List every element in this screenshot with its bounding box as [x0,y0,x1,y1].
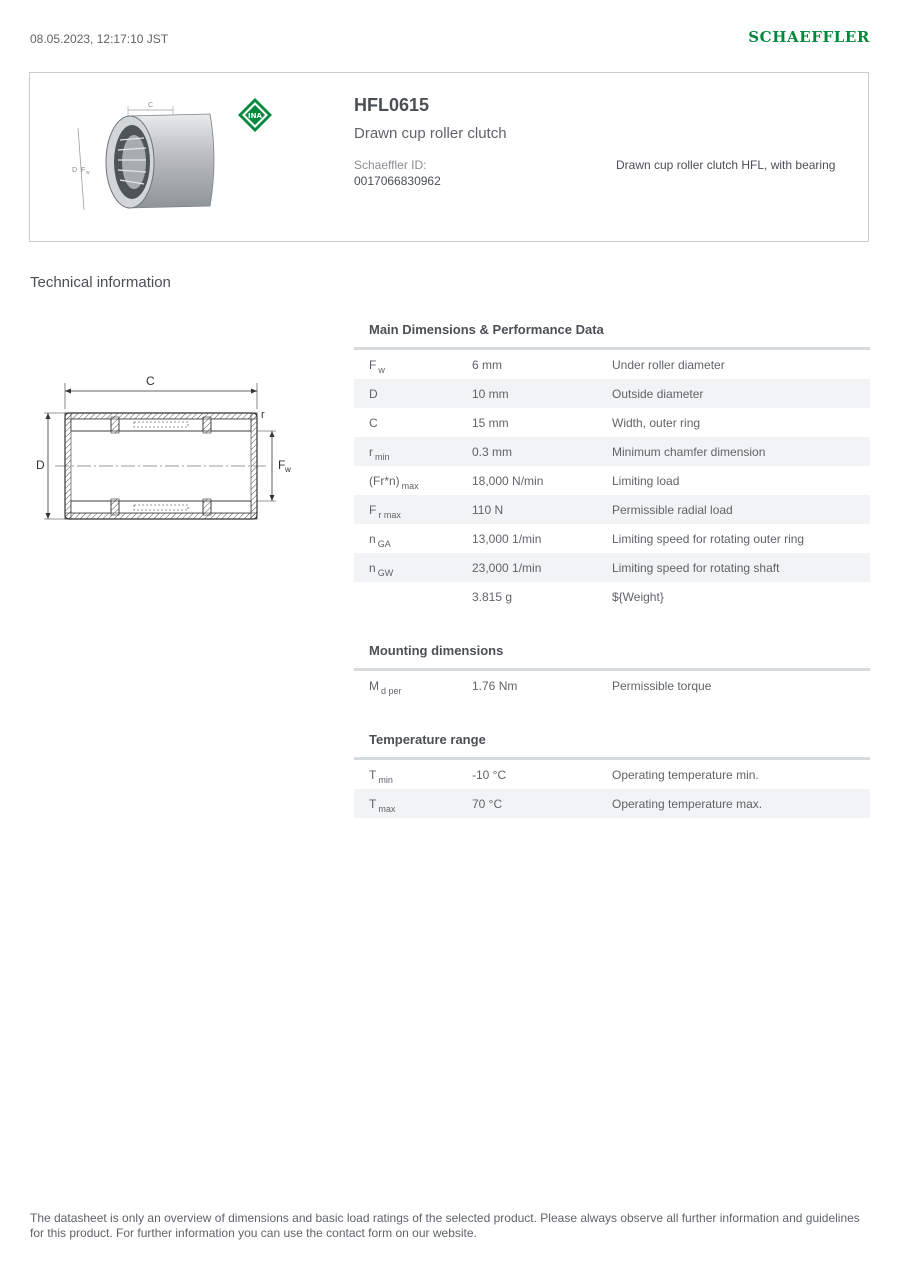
table-row [354,379,870,408]
row-value: 3.815 g [472,589,513,604]
table-row [354,466,870,495]
row-symbol: n $_{GA}$ [369,531,391,549]
row-description: Limiting load [612,473,680,488]
row-value: 0.3 mm [472,444,513,459]
row-value: 10 mm [472,386,509,401]
table-row [354,524,870,553]
row-symbol: C [369,415,378,430]
row-value: 1.76 Nm [472,678,518,693]
row-value: 70 °C [472,796,503,811]
schaeffler-id-label: Schaeffler ID: [354,158,427,172]
row-description: Operating temperature max. [612,796,763,811]
row-symbol: (Fr*n) $_{max}$ [369,473,419,491]
schaeffler-logo: SCHAEFFLER [748,28,870,46]
row-value: 18,000 N/min [472,473,544,488]
photo-label-fw: F [81,167,86,174]
row-symbol: F $_{r max}$ [369,502,401,520]
row-description: Limiting speed for rotating shaft [612,560,780,575]
print-timestamp: 08.05.2023, 12:17:10 JST [30,32,169,46]
table-row [354,408,870,437]
row-value: 23,000 1/min [472,560,542,575]
photo-label-c: C [148,102,154,109]
spec-tables [354,320,870,818]
table-row [354,760,870,789]
drawing-label-r: r [261,409,265,421]
ina-logo-text: INA [248,112,262,120]
drawing-label-d: D [36,458,45,472]
photo-label-d: D [72,167,78,174]
table-row [354,495,870,524]
row-symbol: n $_{GW}$ [369,560,394,578]
group-title-main: Main Dimensions & Performance Data [354,320,870,350]
product-description: Drawn cup roller clutch HFL, with bearing [616,158,836,172]
row-symbol: T $_{max}$ [369,796,396,814]
product-subtitle: Drawn cup roller clutch [354,125,507,142]
ina-logo [237,97,273,133]
product-card [29,72,869,242]
row-symbol: D [369,386,378,401]
drawing-label-fw-sub: w [285,465,291,474]
table-row [354,350,870,379]
section-title: Technical information [30,274,171,291]
row-description: Permissible torque [612,678,712,693]
row-symbol: r $_{min}$ [369,444,390,462]
row-value: -10 °C [472,767,507,782]
row-value: 6 mm [472,357,502,372]
product-title: HFL0615 [354,95,430,115]
table-row [354,437,870,466]
technical-drawing [30,365,300,530]
row-symbol: T $_{min}$ [369,767,393,785]
row-value: 110 N [472,502,504,517]
photo-label-fw-sub: w [86,170,90,176]
table-row [354,582,870,611]
row-description: Minimum chamfer dimension [612,444,766,459]
row-description: Operating temperature min. [612,767,759,782]
row-description: ${Weight} [612,589,664,604]
row-description: Limiting speed for rotating outer ring [612,531,805,546]
group-title-mounting: Mounting dimensions [354,641,870,671]
disclaimer-footer: The datasheet is only an overview of dimensions and basic load ratings of the selected product. Please always observe all further information and guidelines for this product. For further information you can use the contact form on our website. [30,1211,860,1240]
row-value: 15 mm [472,415,509,430]
table-row [354,789,870,818]
product-photo [70,98,250,218]
row-value: 13,000 1/min [472,531,542,546]
drawing-label-c: C [146,374,155,388]
group-title-temperature: Temperature range [354,730,870,760]
row-symbol: M $_{d per}$ [369,678,402,696]
table-row [354,671,870,700]
row-symbol: F $_w$ [369,357,385,375]
row-description: Outside diameter [612,386,704,401]
row-symbol [354,590,472,604]
drawing-label-fw: F [278,458,286,472]
row-description: Under roller diameter [612,357,725,372]
row-description: Permissible radial load [612,502,733,517]
row-description: Width, outer ring [612,415,701,430]
table-row [354,553,870,582]
schaeffler-id-value: 0017066830962 [354,174,441,188]
